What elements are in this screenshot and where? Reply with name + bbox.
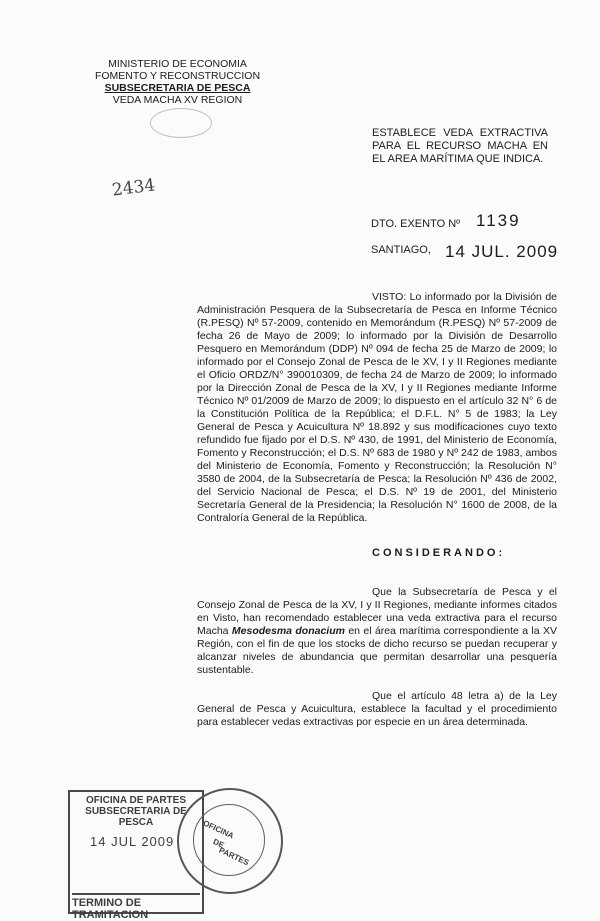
considerando-text-2: Que el artículo 48 letra a) de la Ley General de Pesca y Acuicultura, establece la facultad y el procedimiento para establecer vedas extractivas por especie en un área determinada. <box>197 690 557 728</box>
header-ministry: MINISTERIO DE ECONOMIA <box>108 58 247 70</box>
considerando-paragraph-1 <box>197 586 557 677</box>
seal-word-3: PARTES <box>217 845 251 868</box>
considerando-heading: CONSIDERANDO: <box>372 547 506 559</box>
header-ministry-cont: FOMENTO Y RECONSTRUCCION <box>94 70 261 82</box>
office-stamp-date: 14 JUL 2009 <box>90 834 175 849</box>
seal-word-2: DE <box>211 837 226 850</box>
faint-header-stamp <box>150 108 212 138</box>
considerando-paragraph-2 <box>197 690 557 729</box>
considerando-1-after: en el área marítima correspondiente a la XV Región, con el fin de que los stocks de dicho recurso se puedan recuperar y alcanzar niveles de abundancia que permitan desarrollar una pesquería sustentable. <box>197 625 557 676</box>
office-stamp-termino: TERMINO DE TRAMITACION <box>72 893 200 921</box>
visto-label: VISTO: <box>372 291 407 303</box>
decree-place: SANTIAGO, <box>371 244 431 256</box>
header-veda-line: VEDA MACHA XV REGION <box>112 94 243 106</box>
seal-word-1: OFICINA <box>201 818 236 841</box>
decree-label: DTO. EXENTO Nº <box>371 218 461 230</box>
header-subsecretaria: SUBSECRETARIA DE PESCA <box>104 82 251 94</box>
considerando-1-before: Que la Subsecretaría de Pesca y el Consejo Zonal de Pesca de la XV, I y II Regiones, mediante informes citados en Visto, han recomendado establecer una veda extractiva para el recurso Macha <box>197 586 557 637</box>
considerando-text-1 <box>197 586 557 677</box>
office-stamp-office: OFICINA DE PARTES <box>85 795 186 806</box>
issuer-header <box>85 58 270 106</box>
decree-date: 14 JUL. 2009 <box>445 242 559 261</box>
decree-subject: ESTABLECE VEDA EXTRACTIVA PARA EL RECURSO MACHA EN EL AREA MARÍTIMA QUE INDICA. <box>372 127 548 165</box>
decree-number: 1139 <box>476 211 521 230</box>
species-name: Mesodesma donacium <box>231 625 345 637</box>
handwritten-number: 2434 <box>110 175 157 201</box>
visto-paragraph <box>197 291 557 525</box>
visto-section <box>197 291 557 525</box>
visto-text: Lo informado por la División de Administración Pesquera de la Subsecretaría de Pesca en Informe Técnico (R.PESQ) Nº 57-2009, contenido en Memorándum (R.PESQ) Nº 57-2009 de fecha 26 de Mayo de 2009; lo informado por la División de Desarrollo Pesquero en Memorándum (DDP) Nº 094 de fecha 25 de Marzo de 2009; lo informado por el Consejo Zonal de Pesca de le XV, I y II Regiones mediante el Oficio ORDZ/N° 390010309, de fecha 24 de Marzo de 2009; lo informado por la Dirección Zonal de Pesca de la XV, I y II Regiones mediante Informe Técnico Nº 01/2009 de Marzo de 2009; lo dispuesto en el artículo 32 N° 6 de la Constitución Política de la República; el D.F.L. N° 5 de 1983; la Ley General de Pesca y Acuicultura Nº 18.892 y sus modificaciones cuyo texto refundido fue fijado por el D.S. Nº 430, de 1991, del Ministerio de Economía, Fomento y Reconstrucción; el D.S. Nº 683 de 1980 y Nº 242 de 1983, ambos del Ministerio de Economía, Fomento y Reconstrucción; la Resolución N° 3580 de 2004, de la Subsecretaría de Pesca; la Resolución Nº 436 de 2002, del Servicio Nacional de Pesca; el D.S. Nº 19 de 2001, del Ministerio Secretaría General de la Presidencia; la Resolución N° 1600 de 2008, de la Contraloría General de la República. <box>197 291 557 524</box>
round-seal-inner-ring <box>193 804 265 876</box>
office-stamp-subsecretaria: SUBSECRETARIA DE PESCA <box>85 806 187 828</box>
office-stamp <box>60 786 292 921</box>
round-seal <box>177 788 283 894</box>
